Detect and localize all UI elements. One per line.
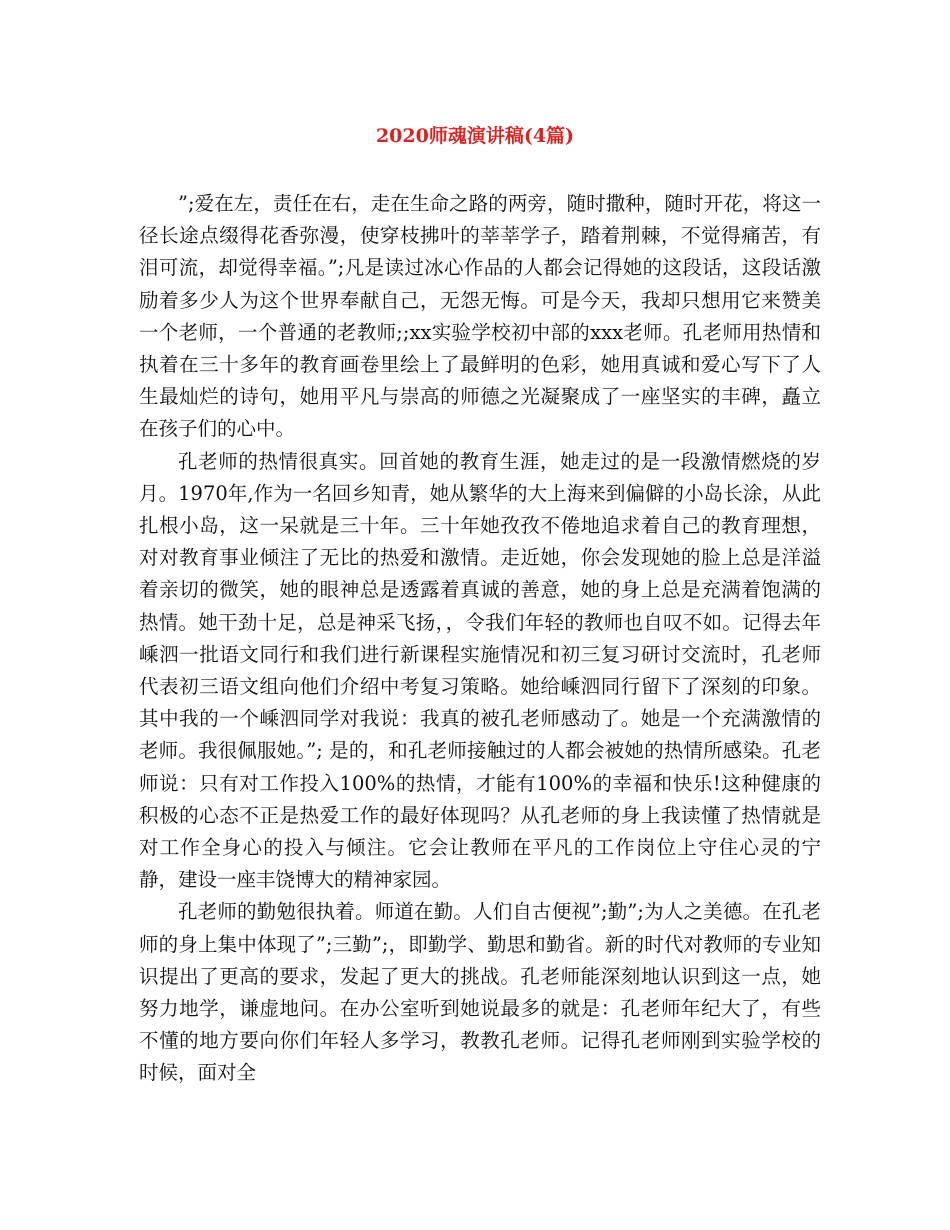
paragraph-3: 孔老师的勤勉很执着。师道在勤。人们自古便视”;勤”;为人之美德。在孔老师的身上集中体现了”;三勤”;，即勤学、勤思和勤省。新的时代对教师的专业知识提出了更高的要求，发起了更大的挑战。孔老师能深刻地认识到这一点，她努力地学，谦虚地问。在办公室听到她说最多的就是：孔老师年纪大了，有些不懂的地方要向你们年轻人多学习，教教孔老师。记得孔老师刚到实验学校的时候，面对全 [139,900,821,1085]
paragraph-1: ”;爱在左，责任在右，走在生命之路的两旁，随时撒种，随时开花，将这一径长途点缀得花香弥漫，使穿枝拂叶的莘莘学子，踏着荆棘，不觉得痛苦，有泪可流，却觉得幸福。”;凡是读过冰心作品的人都会记得她的这段话，这段话激励着多少人为这个世界奉献自己，无怨无悔。可是今天，我却只想用它来赞美一个老师，一个普通的老教师;;xx实验学校初中部的xxx老师。孔老师用热情和执着在三十多年的教育画卷里绘上了最鲜明的色彩，她用真诚和爱心写下了人生最灿烂的诗句，她用平凡与崇高的师德之光凝聚成了一座坚实的丰碑，矗立在孩子们的心中。 [139,192,821,441]
document-body [139,188,821,1090]
paragraph-2: 孔老师的热情很真实。回首她的教育生涯，她走过的是一段激情燃烧的岁月。1970年,作为一名回乡知青，她从繁华的大上海来到偏僻的小岛长涂，从此扎根小岛，这一呆就是三十年。三十年她孜孜不倦地追求着自己的教育理想，对对教育事业倾注了无比的热爱和激情。走近她，你会发现她的脸上总是洋溢着亲切的微笑，她的眼神总是透露着真诚的善意，她的身上总是充满着饱满的热情。她干劲十足，总是神采飞扬，，令我们年轻的教师也自叹不如。记得去年嵊泗一批语文同行和我们进行新课程实施情况和初三复习研讨交流时，孔老师代表初三语文组向他们介绍中考复习策略。她给嵊泗同行留下了深刻的印象。其中我的一个嵊泗同学对我说：我真的被孔老师感动了。她是一个充满激情的老师。我很佩服她。”; 是的，和孔老师接触过的人都会被她的热情所感染。孔老师说：只有对工作投入100%的热情，才能有100%的幸福和快乐!这种健康的积极的心态不正是热爱工作的最好体现吗？从孔老师的身上我读懂了热情就是对工作全身心的投入与倾注。它会让教师在平凡的工作岗位上守住心灵的宁静，建设一座丰饶博大的精神家园。 [139,449,821,892]
document-title: 2020师魂演讲稿(4篇) [375,125,575,147]
